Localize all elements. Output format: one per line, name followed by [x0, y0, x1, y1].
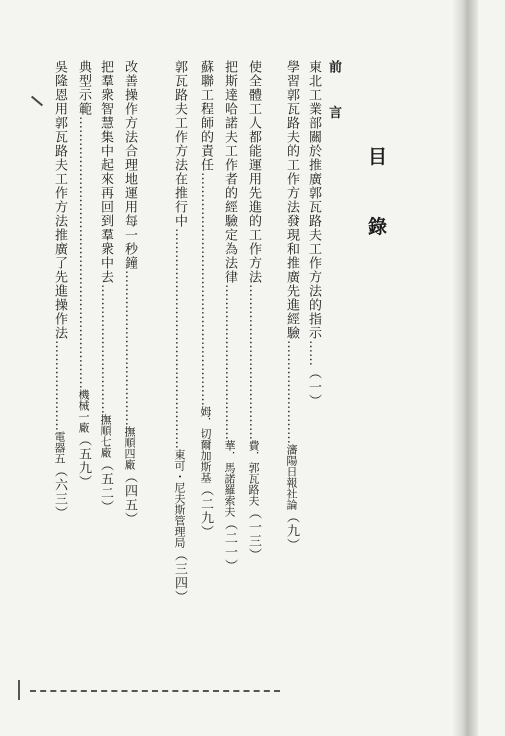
entry-leader: ……………………………… — [222, 284, 237, 440]
entry-page: （一） — [306, 366, 321, 408]
entry-page: （九） — [284, 510, 299, 552]
entry-page: （六三） — [52, 464, 67, 520]
entry-title: 前 言 — [326, 60, 341, 133]
entry-title: 學習郭瓦路夫的工作方法發現和推廣先進經驗 — [284, 60, 299, 340]
entry-leader: ………………………… — [98, 284, 113, 414]
entry-author: 姆．切爾加斯基 — [199, 406, 212, 483]
scan-mark — [31, 96, 43, 107]
entry-author: 瀋陽日報社論 — [285, 444, 298, 510]
toc-entry — [246, 60, 261, 562]
toc-entry — [98, 60, 113, 514]
entry-page: （五二） — [98, 458, 113, 514]
entry-title: 把羣衆智慧集中起來再回到羣衆中去 — [98, 60, 113, 284]
entry-author: 費．郭瓦路夫 — [247, 440, 260, 506]
entry-title: 改善操作方法合理地運用每一秒鐘 — [122, 60, 137, 270]
entry-page: （三四） — [172, 548, 187, 604]
toc-entry — [198, 60, 213, 539]
page-title-line2: 錄 — [368, 216, 388, 238]
entry-title: 蘇聯工程師的責任 — [198, 60, 213, 172]
entry-leader: …… — [306, 340, 321, 366]
entry-leader: ……………………………………………… — [198, 172, 213, 406]
entry-title: 典型示範 — [76, 60, 91, 116]
scan-edge-line — [30, 690, 280, 692]
toc-entry — [306, 60, 321, 408]
entry-page: （五九） — [76, 433, 91, 489]
entry-page: （二一） — [222, 517, 237, 573]
entry-leader: …………………… — [284, 340, 299, 444]
entry-page: （二九） — [198, 483, 213, 539]
entry-leader: …………………………………………… — [172, 228, 187, 449]
page-title-line1: 目 — [368, 146, 388, 168]
toc-entry — [52, 60, 67, 520]
toc-entry — [222, 60, 237, 573]
entry-leader: ……………………………………………………… — [76, 116, 91, 389]
entry-page: （一三） — [246, 506, 261, 562]
toc-entry — [76, 60, 91, 489]
entry-title: 把斯達哈諾夫工作者的經驗定為法律 — [222, 60, 237, 284]
entry-title: 東北工業部關於推廣郭瓦路夫工作方法的指示 — [306, 60, 321, 340]
entry-author: 華．馬諾羅索夫 — [223, 440, 236, 517]
book-spine-shadow — [452, 0, 478, 736]
entry-author: 撫順七廠 — [99, 414, 112, 458]
entry-leader: ………………… — [52, 340, 67, 431]
entry-title: 吳隆恩用郭瓦路夫工作方法推廣了先進操作法 — [52, 60, 67, 340]
entry-author: 電器五 — [53, 431, 66, 464]
entry-page: （四五） — [122, 470, 137, 526]
entry-title: 使全體工人都能運用先進的工作方法 — [246, 60, 261, 284]
scan-mark — [18, 680, 20, 700]
entry-author: 機械一廠 — [77, 389, 90, 433]
toc-entry — [284, 60, 299, 552]
entry-leader: ……………………………… — [122, 270, 137, 426]
entry-author: 撫順四廠 — [123, 426, 136, 470]
toc-entry-preface — [326, 60, 341, 133]
entry-author: 東可・尼夫斯管理局 — [173, 449, 186, 548]
toc-entry — [172, 60, 187, 604]
entry-leader: ……………………………… — [246, 284, 261, 440]
toc-entry — [122, 60, 137, 526]
entry-title: 郭瓦路夫工作方法在推行中 — [172, 60, 187, 228]
